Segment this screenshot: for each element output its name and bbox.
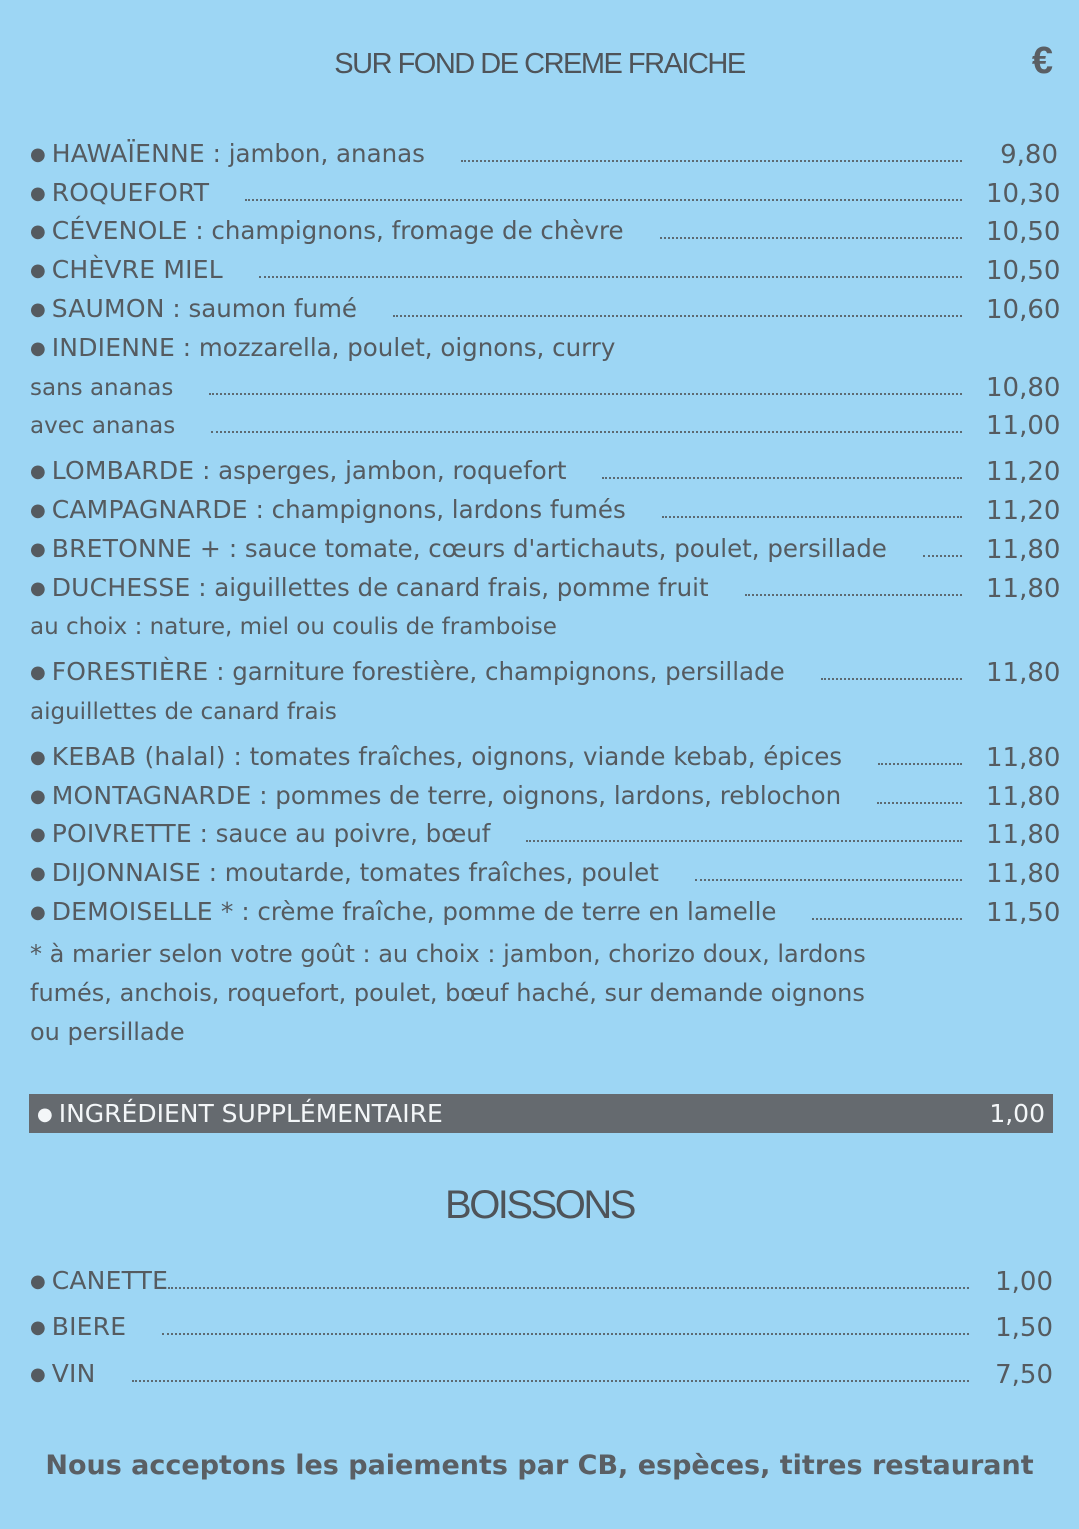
dotted-leader — [209, 393, 962, 395]
menu-item-price: 11,80 — [986, 859, 1061, 890]
footnote-line: ou persillade — [30, 1017, 185, 1046]
drink-item-title: CANETTE — [51, 1265, 169, 1295]
menu-item-detail — [30, 688, 1058, 727]
menu-item-variant — [30, 403, 1061, 442]
menu-item-description: : crème fraîche, pomme de terre en lamelle — [233, 896, 777, 926]
footnote-line: fumés, anchois, roquefort, poulet, bœuf haché, sur demande oignons — [30, 978, 865, 1007]
extra-ingredient-bar — [29, 1094, 1053, 1133]
dotted-leader — [878, 763, 962, 765]
dotted-leader — [461, 160, 962, 162]
menu-item-title: INDIENNE — [51, 332, 176, 362]
bullet-icon: ● — [30, 785, 46, 807]
menu-item-price: 9,80 — [1000, 139, 1058, 170]
footnote-line: * à marier selon votre goût : au choix : jambon, chorizo doux, lardons — [30, 939, 866, 968]
menu-item-title: DIJONNAISE — [51, 858, 201, 888]
bullet-icon: ● — [30, 863, 46, 885]
menu-item-price: 10,80 — [986, 372, 1061, 403]
bullet-icon: ● — [30, 1363, 46, 1385]
drink-item-name — [30, 1266, 168, 1297]
menu-item-title: CAMPAGNARDE — [51, 494, 248, 524]
menu-item-description: : sauce au poivre, bœuf — [191, 819, 491, 849]
menu-item-detail-text: au choix : nature, miel ou coulis de framboise — [30, 614, 557, 641]
dotted-leader — [812, 918, 962, 920]
menu-item-title: ROQUEFORT — [51, 177, 210, 207]
spacer — [30, 642, 1058, 649]
menu-item-price: 11,80 — [986, 742, 1061, 773]
menu-item-description: : moutarde, tomates fraîches, poulet — [200, 858, 659, 888]
extra-ingredient-price: 1,00 — [989, 1099, 1045, 1128]
spacer — [30, 441, 1058, 448]
drink-item — [30, 1343, 1053, 1390]
menu-item-name — [30, 573, 709, 604]
menu-item — [30, 487, 1061, 526]
dotted-leader — [695, 879, 962, 881]
menu-item — [30, 773, 1061, 812]
menu-item — [30, 209, 1061, 248]
dotted-leader — [821, 678, 962, 680]
menu-item-description: : champignons, fromage de chèvre — [187, 216, 624, 246]
menu-item — [30, 286, 1061, 325]
menu-item-price: 10,50 — [986, 217, 1061, 248]
menu-item-name — [30, 255, 223, 286]
drink-item-title: VIN — [51, 1358, 96, 1388]
menu-item-description: : garniture forestière, champignons, persillade — [208, 657, 785, 687]
menu-item-description: : saumon fumé — [164, 293, 358, 323]
menu-item-title: KEBAB (halal) — [51, 741, 226, 771]
menu-item-price: 11,80 — [986, 534, 1061, 565]
drink-item-name — [30, 1312, 126, 1343]
menu-item — [30, 526, 1061, 565]
menu-item-detail — [30, 604, 1058, 643]
bullet-icon: ● — [30, 577, 46, 599]
menu-item-name — [30, 657, 785, 688]
menu-item-name — [30, 139, 425, 170]
bullet-icon: ● — [30, 538, 46, 560]
bullet-icon: ● — [30, 221, 46, 243]
bullet-icon: ● — [30, 143, 46, 165]
menu-item-price: 11,80 — [986, 781, 1061, 812]
dotted-leader — [245, 199, 962, 201]
dotted-leader — [168, 1287, 969, 1289]
bullet-icon: ● — [30, 182, 46, 204]
dotted-leader — [651, 355, 962, 356]
menu-item-title: POIVRETTE — [51, 819, 192, 849]
drinks-list — [30, 1250, 1053, 1390]
dotted-leader — [393, 315, 962, 317]
menu-item-name — [30, 294, 357, 325]
menu-item-description: : aiguillettes de canard frais, pomme fruit — [190, 572, 709, 602]
menu-item-description: : mozzarella, poulet, oignons, curry — [175, 332, 616, 362]
menu-item-detail-text: aiguillettes de canard frais — [30, 698, 337, 725]
menu-item-price: 11,20 — [986, 457, 1061, 488]
payment-footer: Nous acceptons les paiements par CB, espèces, titres restaurant — [45, 1450, 1034, 1481]
extra-ingredient-name: INGRÉDIENT SUPPLÉMENTAIRE — [58, 1099, 443, 1128]
menu-item-name — [30, 819, 490, 850]
menu-item — [30, 325, 1058, 364]
menu-item — [30, 649, 1061, 689]
menu-item-title: FORESTIÈRE — [51, 657, 209, 687]
menu-item-name — [30, 742, 842, 773]
extra-ingredient-label — [37, 1099, 443, 1128]
menu-item-name — [30, 216, 624, 247]
bullet-icon: ● — [30, 260, 46, 282]
dotted-leader — [923, 555, 962, 557]
bullet-icon: ● — [30, 662, 46, 684]
section-title-creme: SUR FOND DE CREME FRAICHE — [334, 48, 745, 80]
menu-item-name — [30, 858, 659, 889]
dotted-leader — [745, 594, 962, 596]
bullet-icon: ● — [30, 746, 46, 768]
menu-item-name — [30, 178, 209, 209]
menu-item-price: 10,60 — [986, 294, 1061, 325]
dotted-leader — [162, 1333, 969, 1335]
bullet-icon: ● — [30, 461, 46, 483]
menu-item-title: CÉVENOLE — [51, 216, 188, 246]
drink-item — [30, 1297, 1053, 1344]
section-title-boissons: BOISSONS — [445, 1183, 634, 1227]
menu-item — [30, 131, 1058, 170]
drink-item-name — [30, 1359, 96, 1390]
menu-item-title: DEMOISELLE * — [51, 896, 234, 926]
menu-item-variant-name: avec ananas — [30, 413, 176, 440]
menu-item — [30, 734, 1061, 773]
menu-item-price: 10,50 — [986, 256, 1061, 287]
spacer — [30, 928, 1058, 935]
menu-item-title: MONTAGNARDE — [51, 780, 252, 810]
menu-item-price: 11,80 — [986, 658, 1061, 689]
drink-item-price: 1,00 — [995, 1266, 1053, 1297]
dotted-leader — [602, 477, 962, 479]
menu-item-title: HAWAÏENNE — [51, 138, 205, 168]
menu-item-name — [30, 456, 566, 487]
menu-item — [30, 850, 1061, 890]
drink-item — [30, 1250, 1053, 1297]
dotted-leader — [211, 431, 962, 433]
menu-item — [30, 170, 1061, 209]
dotted-leader — [526, 840, 962, 842]
menu-item-description: : tomates fraîches, oignons, viande kebab, épices — [225, 741, 843, 771]
menu-item-description: : sauce tomate, cœurs d'artichauts, poulet, persillade — [221, 533, 887, 563]
menu-item — [30, 812, 1061, 851]
dotted-leader — [132, 1380, 970, 1382]
dotted-leader — [877, 802, 962, 804]
bullet-icon: ● — [37, 1104, 53, 1125]
menu-item-price: 11,20 — [986, 495, 1061, 526]
menu-item-price: 11,80 — [986, 820, 1061, 851]
menu-item — [30, 247, 1061, 287]
bullet-icon: ● — [30, 824, 46, 846]
menu-item-variant-name: sans ananas — [30, 374, 174, 401]
menu-item — [30, 889, 1061, 928]
menu-item-title: DUCHESSE — [51, 572, 191, 602]
menu-item — [30, 448, 1061, 488]
menu-item-price: 11,80 — [986, 573, 1061, 604]
menu-item-description: : jambon, ananas — [204, 138, 425, 168]
menu-item-description: : asperges, jambon, roquefort — [194, 456, 567, 486]
menu-item-description: : champignons, lardons fumés — [247, 494, 626, 524]
menu-item-variant — [30, 364, 1061, 403]
menu-item-name — [30, 534, 887, 565]
menu-item-name — [30, 897, 776, 928]
menu-item-title: CHÈVRE MIEL — [51, 255, 223, 285]
bullet-icon: ● — [30, 337, 46, 359]
bullet-icon: ● — [30, 1270, 46, 1292]
menu-item — [30, 565, 1061, 604]
currency-symbol: € — [1031, 40, 1053, 82]
menu-item-name — [30, 495, 626, 526]
pizza-list — [30, 131, 1061, 1051]
dotted-leader — [259, 276, 962, 278]
drink-item-price: 7,50 — [995, 1359, 1053, 1390]
menu-item-title: LOMBARDE — [51, 456, 195, 486]
menu-item-name — [30, 781, 841, 812]
drink-item-title: BIERE — [51, 1312, 127, 1341]
dotted-leader — [660, 237, 962, 239]
menu-item-name — [30, 333, 615, 364]
dotted-leader — [662, 516, 962, 518]
spacer — [30, 727, 1058, 734]
bullet-icon: ● — [30, 499, 46, 521]
menu-item-description: : pommes de terre, oignons, lardons, reblochon — [251, 780, 842, 810]
drink-item-price: 1,50 — [995, 1313, 1053, 1343]
menu-item-price: 11,00 — [986, 411, 1061, 442]
menu-item-price: 10,30 — [986, 178, 1061, 209]
menu-item-price: 11,50 — [986, 897, 1061, 928]
menu-item-title: BRETONNE + — [51, 533, 222, 563]
bullet-icon: ● — [30, 901, 46, 923]
bullet-icon: ● — [30, 1317, 46, 1338]
menu-item-title: SAUMON — [51, 293, 165, 323]
bullet-icon: ● — [30, 298, 46, 320]
